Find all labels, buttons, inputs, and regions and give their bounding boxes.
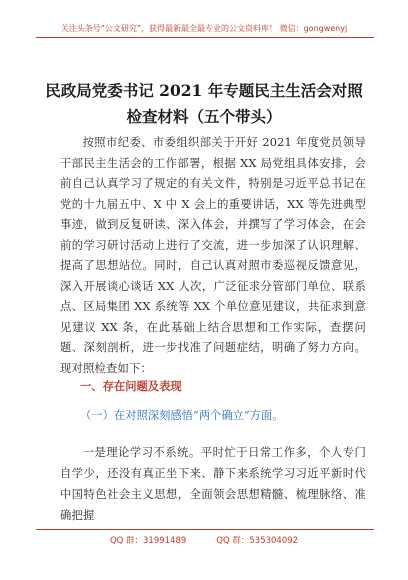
title-line-1: 民政局党委书记 2021 年专题民主生活会对照	[45, 81, 363, 100]
title-line-2: 检查材料（五个带头）	[126, 107, 282, 126]
page-footer	[0, 534, 408, 546]
footer-qq-group-1: QQ 群：31991489	[109, 536, 187, 546]
section-heading-problems: 一、存在问题及表现	[80, 379, 182, 393]
subsection-heading-two-establishments: （一）在对照深刻感悟“两个确立”方面。	[80, 409, 284, 422]
footer-divider	[36, 529, 374, 530]
theory-study-paragraph: 一是理论学习不系统。平时忙于日常工作多，个人专门自学少，还没有真正坐下来、静下来系统学习习近平新时代中国特色社会主义思想，全面领会思想精髓、梳理脉络、准确把握	[60, 446, 366, 522]
header-divider	[36, 37, 374, 38]
footer-qq-group-2: QQ 群：535304092	[216, 536, 299, 546]
intro-paragraph: 按照市纪委、市委组织部关于开好 2021 年度党员领导干部民主生活会的工作部署，根据 XX 局党组具体安排，会前自己认真学习了规定的有关文件，特别是习近平总书记在党的十九届五中、X 中 X 会上的重要讲话，XX 等先进典型事迹，做到反复研读、深入体会，并撰写了学习体会，在会前的学习研讨活动上进行了交流，进一步加深了认识理解、提高了思想站位。同时，自己认真对照市委巡视反馈意见，深入开展谈心谈话 XX 人次，广泛征求分管部门单位、联系点、区局集团 XX 系统等 XX 个单位意见建议，共征求到意见建议 XX 条，在此基础上结合思想和工作实际，查摆问题、深刻剖析，进一步找准了问题症结，明确了努力方向。现对照检查如下：	[60, 136, 366, 375]
page-header-banner: 关注头条号“公文研究”，获得最新最全最专业的公文资料库！ 微信：gongwenyj	[60, 24, 348, 33]
document-title	[20, 78, 388, 130]
